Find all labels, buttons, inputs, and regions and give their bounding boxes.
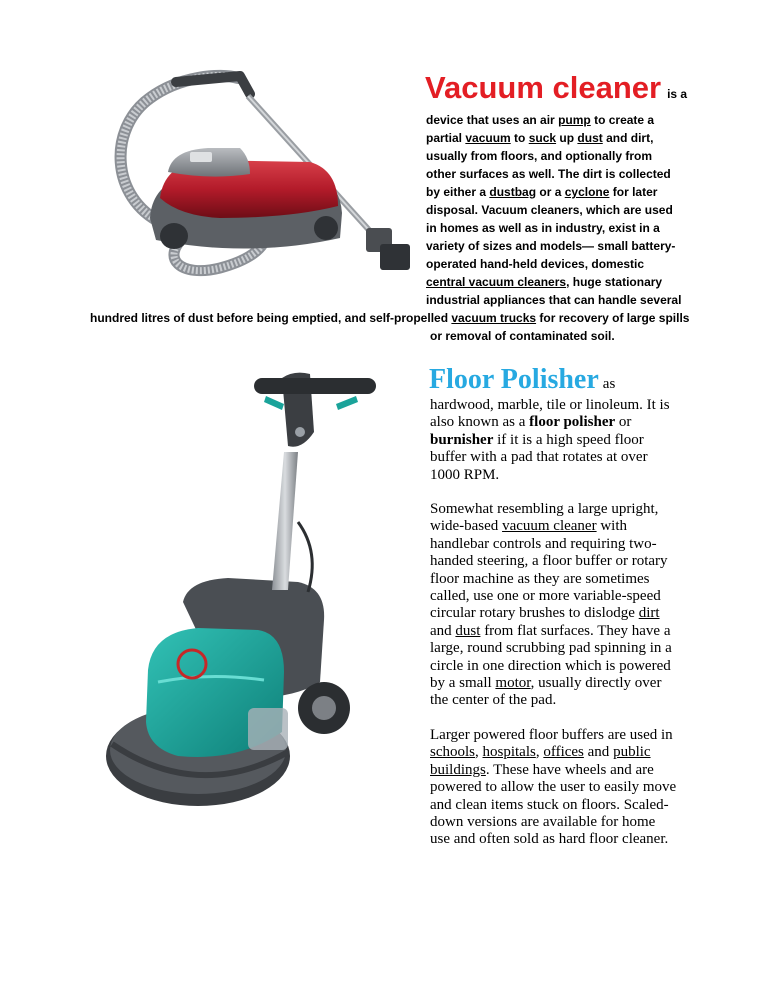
polisher-line [430,640,672,657]
link-text[interactable]: suck [528,131,557,145]
polisher-line [430,605,660,622]
text-span: for recovery of large spills [536,311,690,325]
text-span: handlebar controls and requiring two- [430,535,657,552]
floor-polisher-image [88,352,406,842]
link-text[interactable]: central vacuum cleaners [426,275,567,289]
polisher-line [430,432,644,449]
text-span: called, use one or more variable-speed [430,588,661,604]
polisher-line [430,814,655,831]
link-text[interactable]: dust [577,131,603,145]
vacuum-line [426,165,671,183]
text-span: if it is a high speed floor [493,431,644,448]
polisher-line [430,623,671,640]
polisher-line [430,571,650,588]
polisher-line [430,831,668,848]
text-span: or [615,414,632,431]
text-span: wide-based [430,518,503,535]
link-text[interactable]: dirt [638,605,660,622]
text-span: usually from floors, and optionally from [426,149,653,163]
text-span: , [475,744,483,761]
vacuum-line [426,183,657,201]
vacuum-line [426,291,681,309]
vacuum-line [426,237,675,255]
text-span: 1000 RPM. [430,466,500,483]
text-span: circle in one direction which is powered [430,657,671,674]
text-span: hardwood, marble, tile or linoleum. It is [430,397,670,413]
text-span: to [510,131,529,145]
text-span: or removal of contaminated soil. [430,329,615,343]
text-span: hundred litres of dust before being emptied, and self-propelled [90,311,452,325]
text-span: , huge stationary [566,275,663,289]
text-span: use and often sold as hard floor cleaner. [430,831,669,848]
text-span: for later [609,185,658,199]
text-span: the center of the pad. [430,692,557,709]
link-text[interactable]: vacuum cleaner [502,518,597,535]
link-text[interactable]: schools [430,744,475,761]
polisher-line [430,518,627,535]
text-span: in homes as well as in industry, exist in a [426,221,660,235]
floor-polisher-title: Floor Polisher as [429,364,616,395]
polisher-line [430,588,661,605]
vacuum-line [426,219,660,237]
polisher-line [430,797,669,814]
link-text[interactable]: offices [543,744,584,761]
polisher-line [430,553,668,570]
text-span: buffer with a pad that rotates at over [430,449,648,466]
text-span: to create a [590,113,655,127]
polisher-line [430,467,499,484]
vacuum-line [90,309,689,327]
polisher-line [430,779,676,796]
polisher-line [430,744,651,761]
link-text[interactable]: motor [495,675,531,691]
text-span: and dirt, [602,131,654,145]
link-text[interactable]: dustbag [489,185,537,199]
vacuum-line [426,255,644,273]
polisher-line [430,658,671,675]
text-span: industrial appliances that can handle several [426,293,682,307]
vacuum-line [426,129,653,147]
vacuum-cleaner-image [90,68,416,306]
text-span: other surfaces as well. The dirt is collected [426,167,671,181]
link-text[interactable]: public [613,744,651,761]
link-text[interactable]: cyclone [564,185,610,199]
text-span: and [583,744,614,761]
text-span: Somewhat resembling a large upright, [430,501,659,517]
text-span: large, round scrubbing pad spinning in a [430,640,672,657]
vacuum-title: Vacuum cleaner is a [425,70,688,105]
text-span: circular rotary brushes to dislodge [430,605,639,622]
link-text[interactable]: buildings [430,761,486,778]
polisher-line [430,501,658,518]
link-text[interactable]: dust [455,622,481,639]
text-span: also known as a [430,414,530,431]
vacuum-line [426,147,652,165]
vacuum-line [426,111,654,129]
text-span: partial [426,131,466,145]
link-text[interactable]: hospitals [482,744,536,761]
polisher-line [430,536,657,553]
text-span: or a [536,185,565,199]
polisher-line [430,762,654,779]
polisher-line [430,414,631,431]
vacuum-line [430,327,615,345]
text-span: device that uses an air [426,113,559,127]
text-span: by either a [426,185,490,199]
text-span: by a small [430,675,496,691]
vacuum-line [426,273,662,291]
vacuum-title-suffix: is a [667,87,688,101]
vacuum-line [426,201,673,219]
text-span: from flat surfaces. They have a [480,622,671,639]
polisher-line [430,727,673,744]
text-span: down versions are available for home [430,814,656,830]
floor-polisher-title-suffix: as [602,376,616,392]
text-span: . These have wheels and are [485,761,654,778]
text-span: , usually directly over [530,675,662,691]
link-text[interactable]: vacuum trucks [451,311,537,325]
polisher-line [430,675,661,692]
text-span: variety of sizes and models— small battery- [426,239,676,253]
text-span: floor machine as they are sometimes [430,570,650,587]
text-span: handed steering, a floor buffer or rotary [430,553,668,570]
text-span: with [596,518,628,535]
polisher-line [430,397,670,414]
bold-text: floor polisher [529,414,616,431]
text-span: up [556,131,578,145]
link-text[interactable]: vacuum [465,131,511,145]
text-span: and [430,622,456,639]
text-span: , [535,744,544,761]
text-span: Larger powered floor buffers are used in [430,727,673,743]
link-text[interactable]: pump [558,113,591,127]
text-span: powered to allow the user to easily move [430,779,677,796]
text-span: and clean items stuck on floors. Scaled- [430,796,669,813]
polisher-line [430,449,648,466]
text-span: operated hand-held devices, domestic [426,257,645,271]
text-span: disposal. Vacuum cleaners, which are used [426,203,673,217]
bold-text: burnisher [430,431,494,448]
polisher-line [430,692,556,709]
